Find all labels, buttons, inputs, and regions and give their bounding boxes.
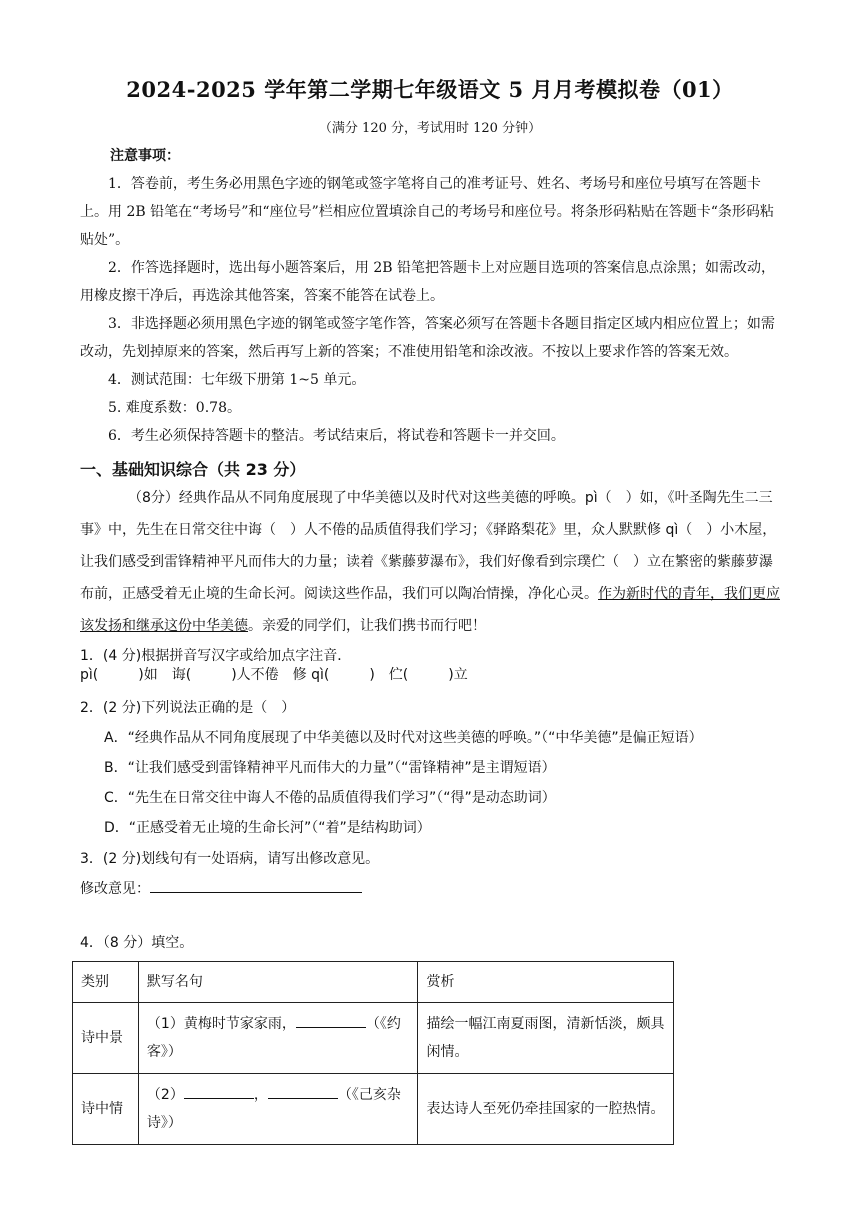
q3-label: 修改意见： — [80, 881, 150, 897]
q2-option-b[interactable]: B．“让我们感受到雷锋精神平凡而伟大的力量”（“雷锋精神”是主谓短语） — [104, 760, 556, 776]
passage-end: 。亲爱的同学们，让我们携书而行吧！ — [248, 618, 486, 634]
row-analysis: 表达诗人至死仍牵挂国家的一腔热情。 — [418, 1074, 674, 1145]
poem-fill-table — [72, 961, 674, 1145]
poem-source: （《约客》） — [146, 1016, 401, 1060]
q2-option-d[interactable]: D．“正感受着无止境的生命长河”（“着”是结构助词） — [104, 820, 431, 836]
question-4-stem: 4．（8 分）填空。 — [80, 935, 194, 951]
header-poem: 默写名句 — [138, 962, 418, 1003]
notice-item-2: 2．作答选择题时，选出每小题答案后，用 2B 铅笔把答题卡上对应题目选项的答案信息点涂黑；如需改动，用橡皮擦干净后，再选涂其他答案，答案不能答在试卷上。 — [80, 260, 776, 304]
question-3-answer-line — [80, 876, 362, 898]
table-row — [73, 1074, 674, 1145]
question-1-stem: 1．(4 分)根据拼音写汉字或给加点字注音． — [80, 648, 352, 664]
exam-subtitle: （满分 120 分，考试用时 120 分钟） — [318, 121, 542, 136]
reading-passage — [80, 482, 780, 642]
header-analysis: 赏析 — [418, 962, 674, 1003]
row-category: 诗中景 — [73, 1003, 139, 1074]
q1-part-b: )如 诲( — [138, 667, 192, 683]
q3-answer-blank[interactable] — [150, 876, 362, 893]
table-header-row — [73, 962, 674, 1003]
table-row — [73, 1003, 674, 1074]
header-category: 类别 — [73, 962, 139, 1003]
row-analysis: 描绘一幅江南夏雨图，清新恬淡，颇具闲情。 — [418, 1003, 674, 1074]
q1-part-d: ) 伫( — [369, 667, 409, 683]
question-1-answer-line — [80, 666, 468, 684]
poem-source: （《己亥杂诗》） — [146, 1087, 401, 1131]
section-heading: 一、基础知识综合（共 23 分） — [80, 460, 306, 479]
notice-item-1: 1．答卷前，考生务必用黑色字迹的钢笔或签字笔将自己的准考证号、姓名、考场号和座位号填写在答题卡上。用 2B 铅笔在“考场号”和“座位号”栏相应位置填涂自己的考场号和座位号。将条形码粘贴在答题卡“条形码粘贴处”。 — [80, 176, 774, 248]
exam-title: 2024-2025 学年第二学期七年级语文 5 月月考模拟卷（01） — [126, 77, 734, 102]
poem-blank[interactable] — [296, 1013, 366, 1028]
poem-blank-1[interactable] — [184, 1084, 254, 1099]
q1-part-a: pì( — [80, 667, 99, 683]
poem-prefix: （2） — [146, 1087, 184, 1103]
poem-prefix: （1）黄梅时节家家雨， — [146, 1016, 296, 1032]
notice-item-4: 4．测试范围：七年级下册第 1~5 单元。 — [108, 372, 366, 388]
notice-item-6: 6．考生必须保持答题卡的整洁。考试结束后，将试卷和答题卡一并交回。 — [108, 428, 565, 444]
q2-option-a[interactable]: A．“经典作品从不同角度展现了中华美德以及时代对这些美德的呼唤。”（“中华美德”是偏正短语） — [104, 730, 703, 746]
q2-option-c[interactable]: C．“先生在日常交往中诲人不倦的品质值得我们学习”（“得”是动态助词） — [104, 790, 556, 806]
row-poem — [138, 1074, 418, 1145]
question-3-stem: 3．(2 分)划线句有一处语病，请写出修改意见。 — [80, 851, 380, 867]
notice-heading: 注意事项： — [110, 148, 180, 164]
row-category: 诗中情 — [73, 1074, 139, 1145]
passage-main: （8分）经典作品从不同角度展现了中华美德以及时代对这些美德的呼唤。pì（ ）如，《叶圣陶先生二三事》中，先生在日常交往中诲（ ）人不倦的品质值得我们学习；《驿路梨花》里，众人默默修 qì（ ）小木屋，让我们感受到雷锋精神平凡而伟大的力量；读着《紫藤萝瀑布》，我们好像看到宗璞伫（ ）立在繁密的紫藤萝瀑布前，正感受着无止境的生命长河。阅读这些作品，我们可以陶冶情操，净化心灵。 — [80, 490, 777, 602]
row-poem — [138, 1003, 418, 1074]
q1-part-e: )立 — [448, 667, 468, 683]
notice-item-3: 3．非选择题必须用黑色字迹的钢笔或签字笔作答，答案必须写在答题卡各题目指定区域内相应位置上；如需改动，先划掉原来的答案，然后再写上新的答案；不准使用铅笔和涂改液。不按以上要求作答的答案无效。 — [80, 316, 775, 360]
poem-comma: ， — [253, 1087, 268, 1103]
notice-item-5: 5. 难度系数：0.78。 — [108, 400, 241, 416]
question-2-stem: 2．(2 分)下列说法正确的是（ ） — [80, 700, 296, 716]
poem-blank-2[interactable] — [268, 1084, 338, 1099]
q1-part-c: )人不倦 修 qì( — [231, 667, 330, 683]
passage-underlined-sentence: 作为新时代的青年，我们更应该发扬和继承这份中华美德 — [80, 586, 780, 634]
